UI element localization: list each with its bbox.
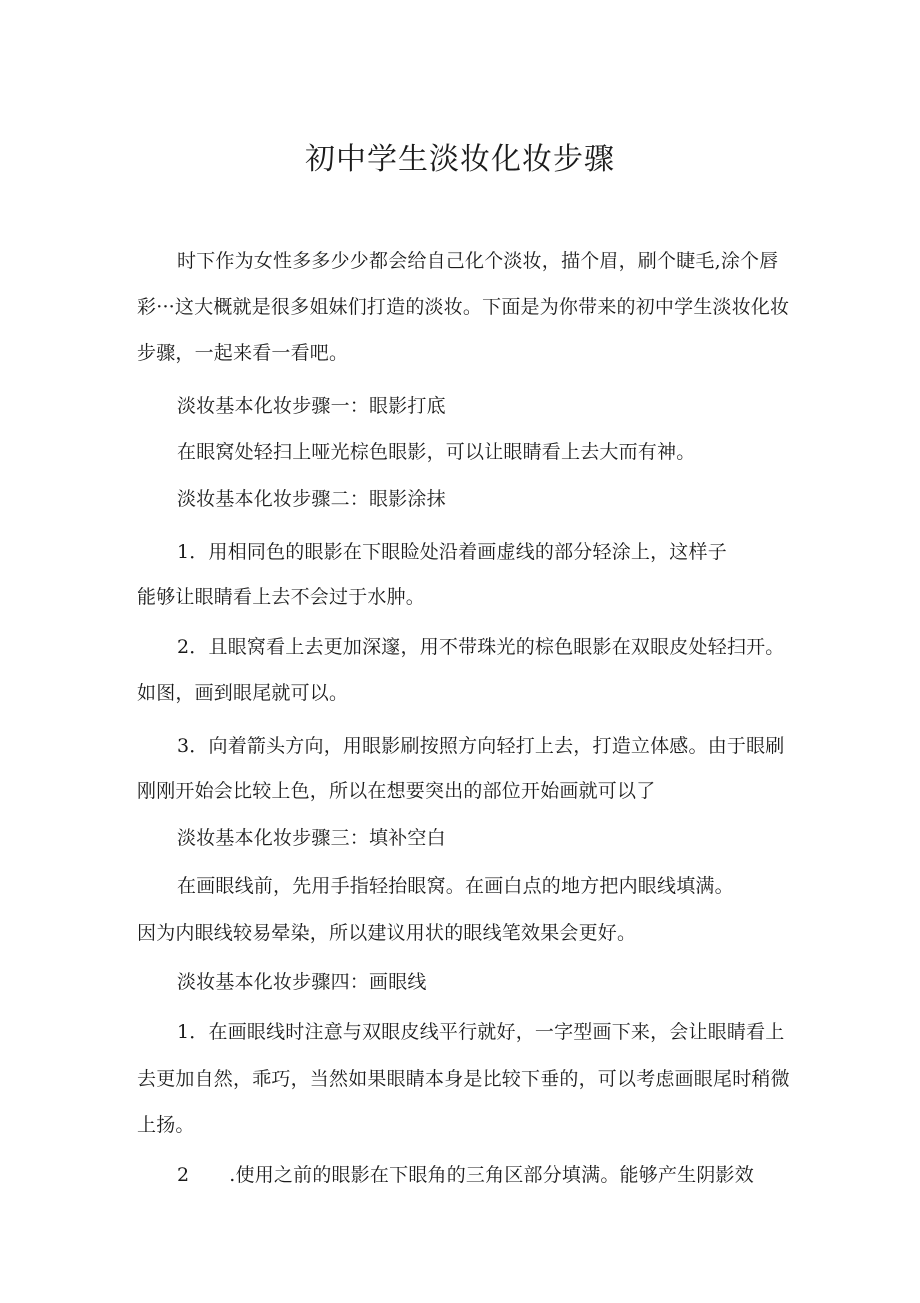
paragraph-line: 1．用相同色的眼影在下眼睑处沿着画虚线的部分轻涂上，这样子 [177,541,727,563]
section-heading: 淡妆基本化妆步骤三：填补空白 [177,827,446,849]
document-title: 初中学生淡妆化妆步骤 [305,142,615,177]
paragraph-line: 因为内眼线较易晕染，所以建议用状的眼线笔效果会更好。 [137,922,637,944]
paragraph-line: 刚刚开始会比较上色，所以在想要突出的部位开始画就可以了 [137,780,656,802]
paragraph-line: 在画眼线前，先用手指轻抬眼窝。在画白点的地方把内眼线填满。 [177,875,734,897]
paragraph-line: 能够让眼睛看上去不会过于水肿。 [137,586,426,608]
paragraph-line: 去更加自然，乖巧，当然如果眼睛本身是比较下垂的，可以考虑画眼尾时稍微 [137,1068,790,1090]
paragraph-line: 3．向着箭头方向，用眼影刷按照方向轻打上去，打造立体感。由于眼刷 [177,735,785,757]
section-heading: 淡妆基本化妆步骤四：画眼线 [177,971,427,993]
paragraph-line: 彩···这大概就是很多姐妹们打造的淡妆。下面是为你带来的初中学生淡妆化妆 [137,296,790,318]
paragraph-line: 如图，画到眼尾就可以。 [137,682,349,704]
paragraph-line: 在眼窝处轻扫上哑光棕色眼影，可以让眼睛看上去大而有神。 [177,441,696,463]
paragraph-line: 上扬。 [137,1114,195,1136]
list-number: 2 [177,1164,190,1186]
paragraph-line: 步骤，一起来看一看吧。 [137,342,349,364]
section-heading: 淡妆基本化妆步骤二：眼影涂抹 [177,488,446,510]
paragraph-line: 1．在画眼线时注意与双眼皮线平行就好，一字型画下来，会让眼睛看上 [177,1021,785,1043]
paragraph-line: 时下作为女性多多少少都会给自己化个淡妆，描个眉，刷个睫毛,涂个唇 [177,250,779,272]
section-heading: 淡妆基本化妆步骤一：眼影打底 [177,395,446,417]
paragraph-line [177,1162,754,1188]
list-text: .使用之前的眼影在下眼角的三角区部分填满。能够产生阴影效 [229,1164,754,1186]
paragraph-line: 2．且眼窝看上去更加深邃，用不带珠光的棕色眼影在双眼皮处轻扫开。 [177,636,785,658]
